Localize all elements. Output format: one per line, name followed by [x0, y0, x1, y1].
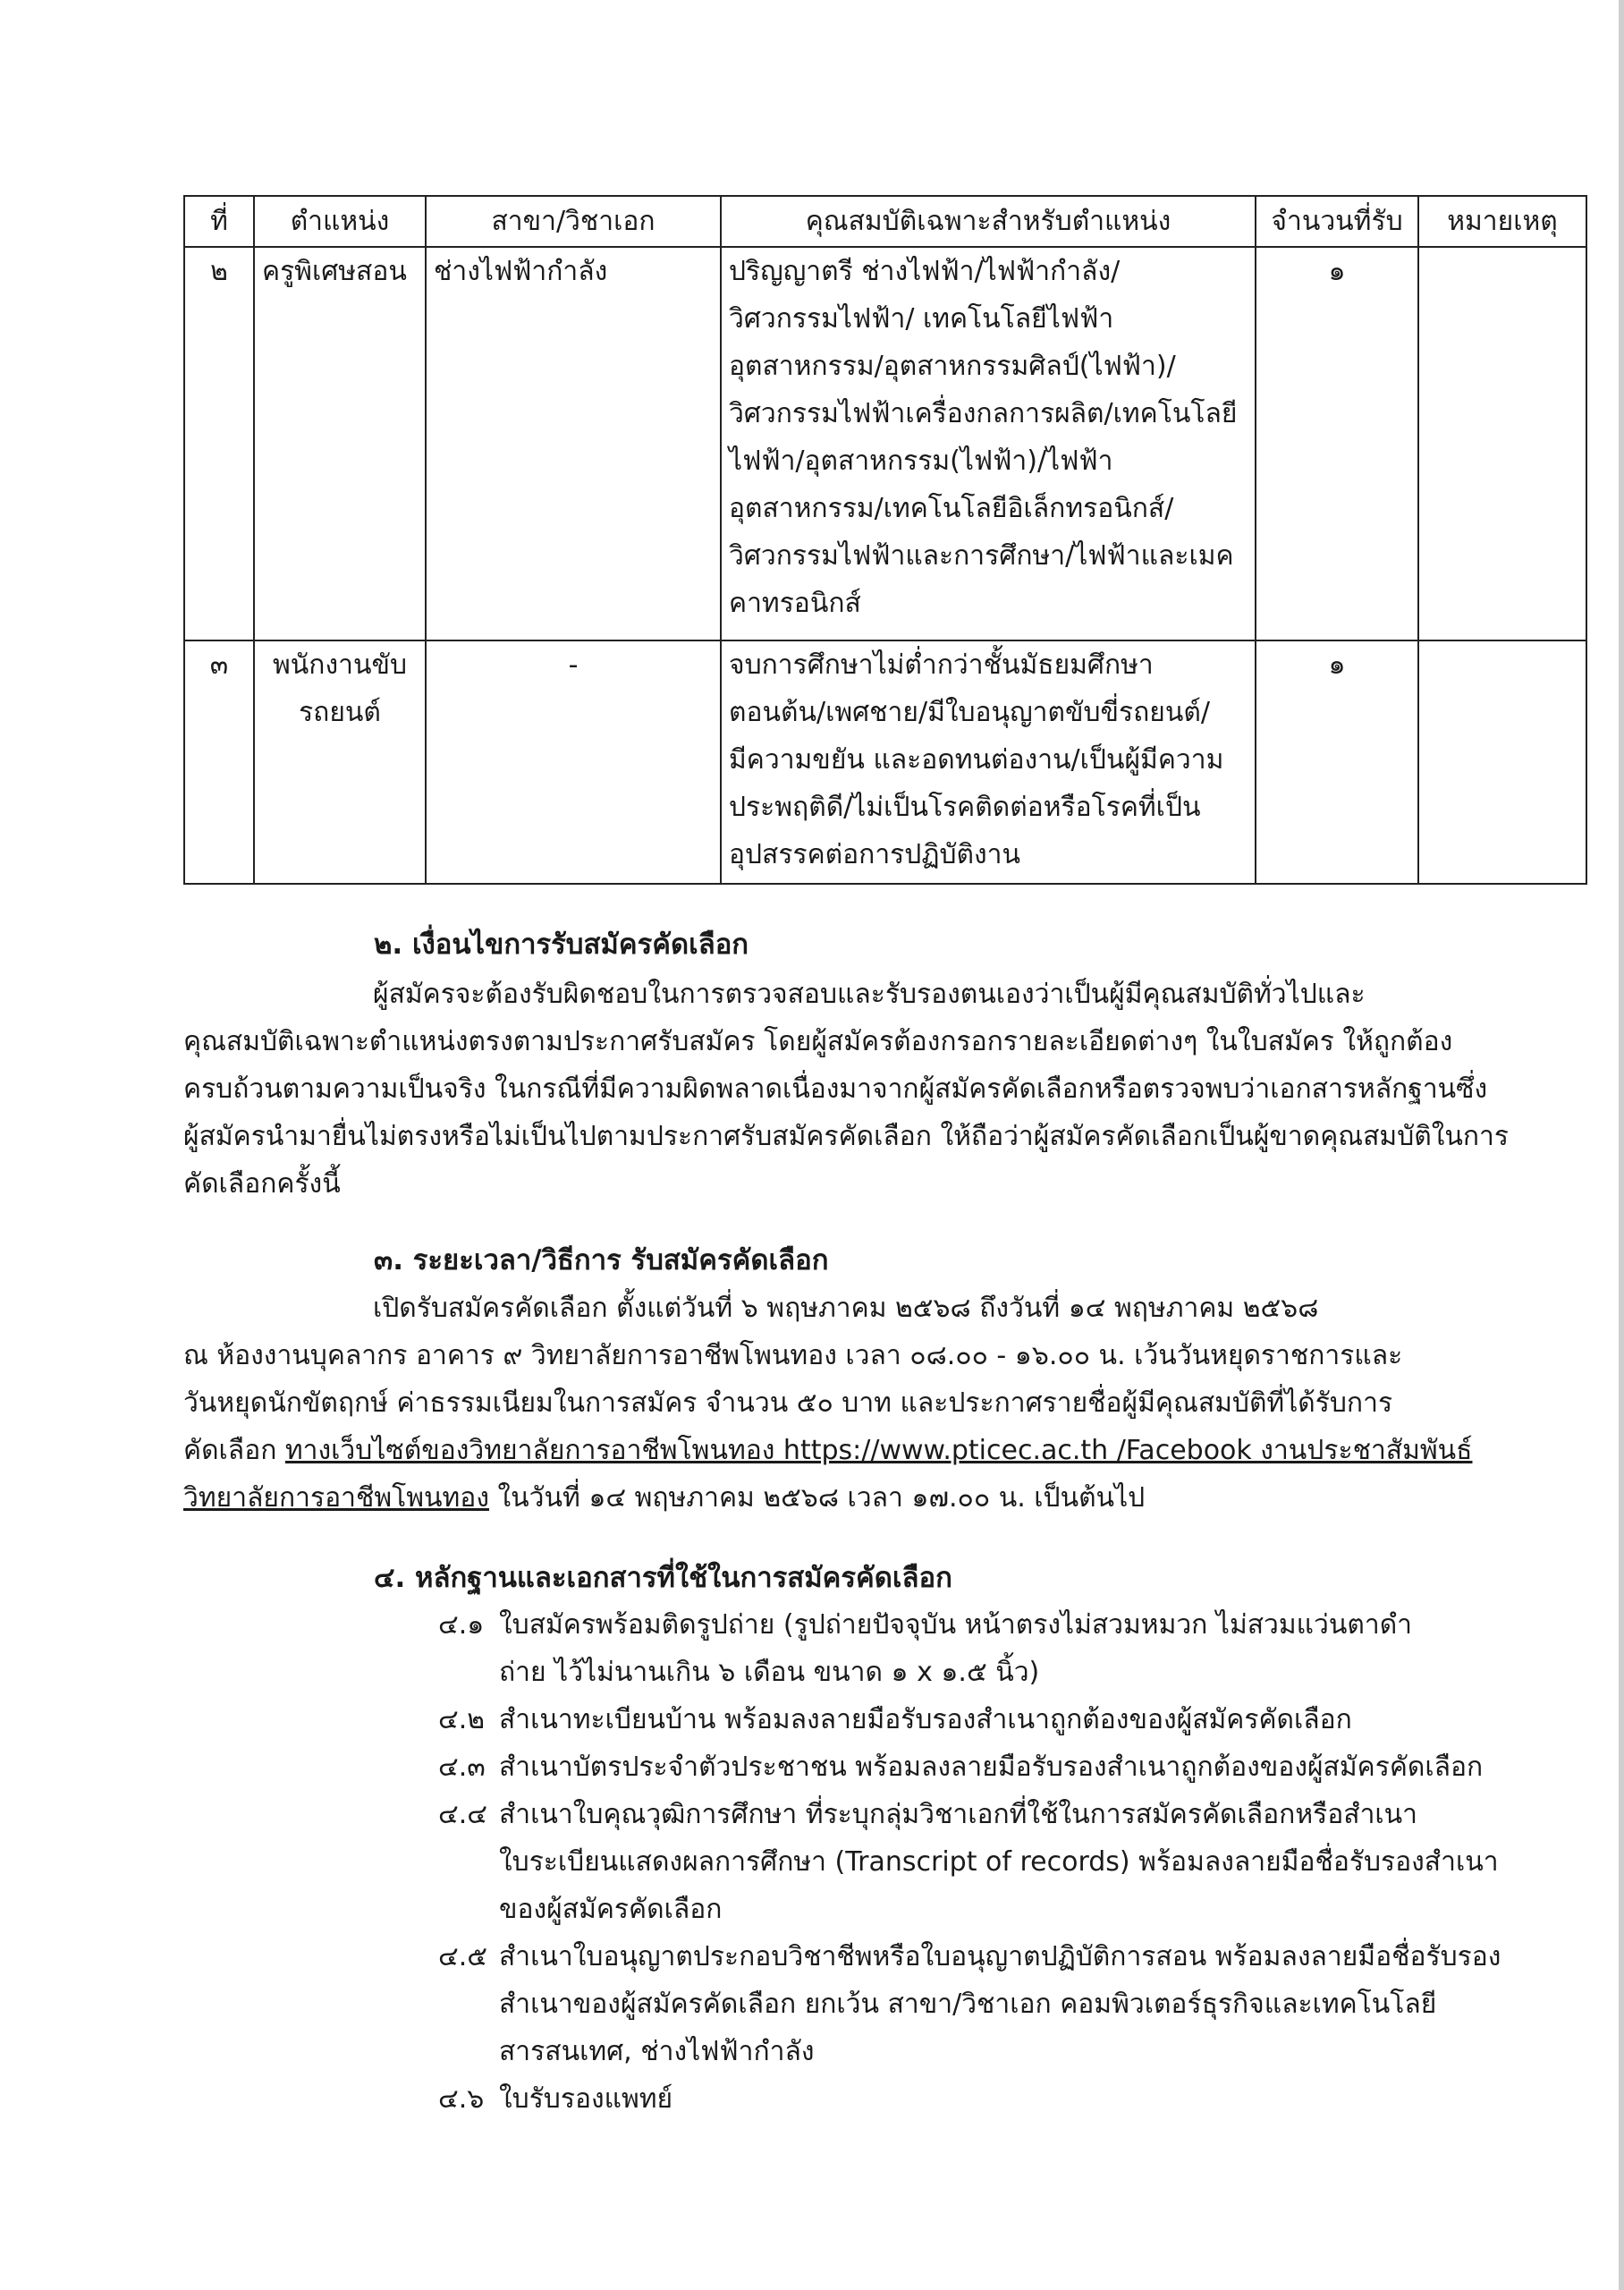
- item-line: สำเนาของผู้สมัครคัดเลือก ยกเว้น สาขา/วิชาเอก คอมพิวเตอร์ธุรกิจและเทคโนโลยี: [499, 1989, 1437, 2020]
- item-line: สำเนาบัตรประจำตัวประชาชน พร้อมลงลายมือรับรองสำเนาถูกต้องของผู้สมัครคัดเลือก: [499, 1751, 1484, 1783]
- paragraph-line: ผู้สมัครนำมายื่นไม่ตรงหรือไม่เป็นไปตามประกาศรับสมัครคัดเลือก ให้ถือว่าผู้สมัครคัดเลือกเป็นผู้ขาดคุณสมบัติในการ: [183, 1121, 1509, 1152]
- list-item: [438, 1791, 1601, 1933]
- paragraph-line: [183, 1427, 1516, 1474]
- item-line: สำเนาใบอนุญาตประกอบวิชาชีพหรือใบอนุญาตปฏิบัติการสอน พร้อมลงลายมือชื่อรับรอง: [499, 1941, 1501, 1972]
- row-qualification: [721, 640, 1256, 884]
- qualification-line: อุตสาหกรรม/อุตสาหกรรมศิลป์(ไฟฟ้า)/: [729, 351, 1176, 382]
- item-number: ๔.๓: [438, 1751, 486, 1783]
- list-item: [438, 2075, 1601, 2123]
- item-line: ใบสมัครพร้อมติดรูปถ่าย (รูปถ่ายปัจจุบัน หน้าตรงไม่สวมหมวก ไม่สวมแว่นตาดำ: [499, 1609, 1413, 1641]
- qualification-line: อุปสรรคต่อการปฏิบัติงาน: [729, 839, 1021, 870]
- qualification-line: คาทรอนิกส์: [729, 588, 861, 619]
- item-line: ใบระเบียนแสดงผลการศึกษา (Transcript of records) พร้อมลงลายมือชื่อรับรองสำเนา: [499, 1846, 1499, 1878]
- scan-edge: [1619, 0, 1624, 2290]
- qualification-line: จบการศึกษาไม่ต่ำกว่าชั้นมัธยมศึกษา: [729, 649, 1154, 681]
- paragraph-line: [183, 1474, 1516, 1522]
- item-line: ถ่าย ไว้ไม่นานเกิน ๖ เดือน ขนาด ๑ x ๑.๕ นิ้ว): [499, 1657, 1040, 1688]
- paragraph-line: คัดเลือกครั้งนี้: [183, 1168, 341, 1200]
- section-3-body: [183, 1285, 1516, 1522]
- item-text: [499, 2075, 672, 2123]
- qualification-line: ตอนต้น/เพศชาย/มีใบอนุญาตขับขี่รถยนต์/: [729, 697, 1210, 728]
- position-line: รถยนต์: [299, 697, 381, 728]
- paragraph-line: ผู้สมัครจะต้องรับผิดชอบในการตรวจสอบและรับรองตนเองว่าเป็นผู้มีคุณสมบัติทั่วไปและ: [373, 979, 1366, 1010]
- header-remark: หมายเหตุ: [1418, 196, 1586, 247]
- position-line: พนักงานขับ: [273, 649, 407, 681]
- item-line: สำเนาทะเบียนบ้าน พร้อมลงลายมือรับรองสำเนาถูกต้องของผู้สมัครคัดเลือก: [499, 1704, 1352, 1735]
- table-header-row: [184, 196, 1586, 247]
- qualification-line: ไฟฟ้า/อุตสาหกรรม(ไฟฟ้า)/ไฟฟ้า: [729, 445, 1113, 477]
- item-number: ๔.๖: [438, 2083, 485, 2115]
- line-prefix: คัดเลือก: [183, 1435, 285, 1466]
- qualification-line: อุตสาหกรรม/เทคโนโลยีอิเล็กทรอนิกส์/: [729, 493, 1174, 524]
- paragraph-line: ครบถ้วนตามความเป็นจริง ในกรณีที่มีความผิดพลาดเนื่องมาจากผู้สมัครคัดเลือกหรือตรวจพบว่าเอกสารหลักฐานซึ่ง: [183, 1073, 1488, 1105]
- row-count: ๑: [1256, 640, 1418, 884]
- list-item: [438, 1743, 1601, 1791]
- section-2-body: [183, 971, 1516, 1208]
- list-item: [438, 1696, 1601, 1743]
- row-qualification: [721, 247, 1256, 640]
- qualification-line: วิศวกรรมไฟฟ้า/ เทคโนโลยีไฟฟ้า: [729, 303, 1114, 335]
- table-row: [184, 640, 1586, 884]
- item-text: [499, 1601, 1412, 1696]
- list-item: [438, 1933, 1601, 2075]
- paragraph-line: คุณสมบัติเฉพาะตำแหน่งตรงตามประกาศรับสมัคร โดยผู้สมัครต้องกรอกรายละเอียดต่างๆ ในใบสมัคร ให้ถูกต้อง: [183, 1026, 1453, 1057]
- row-no: ๓: [184, 640, 254, 884]
- college-link[interactable]: วิทยาลัยการอาชีพโพนทอง: [183, 1482, 489, 1514]
- qualification-line: ประพฤติดี/ไม่เป็นโรคติดต่อหรือโรคที่เป็น: [729, 792, 1201, 823]
- item-text: [499, 1933, 1501, 2075]
- item-text: [499, 1743, 1483, 1791]
- row-major: -: [426, 640, 721, 884]
- qualification-table: [183, 195, 1587, 885]
- header-qualification: คุณสมบัติเฉพาะสำหรับตำแหน่ง: [721, 196, 1256, 247]
- item-line: ของผู้สมัครคัดเลือก: [499, 1894, 723, 1925]
- row-remark: [1418, 247, 1586, 640]
- header-count: จำนวนที่รับ: [1256, 196, 1418, 247]
- document-list: [438, 1601, 1601, 2123]
- list-item: [438, 1601, 1601, 1696]
- paragraph-line: เปิดรับสมัครคัดเลือก ตั้งแต่วันที่ ๖ พฤษภาคม ๒๕๖๘ ถึงวันที่ ๑๔ พฤษภาคม ๒๕๖๘: [373, 1293, 1319, 1324]
- row-position: [254, 640, 426, 884]
- qualification-line: วิศวกรรมไฟฟ้าและการศึกษา/ไฟฟ้าและเมค: [729, 540, 1234, 572]
- qualification-line: วิศวกรรมไฟฟ้าเครื่องกลการผลิต/เทคโนโลยี: [729, 398, 1238, 429]
- qualification-line: ปริญญาตรี ช่างไฟฟ้า/ไฟฟ้ากำลัง/: [729, 256, 1121, 287]
- section-3-heading: ๓. ระยะเวลา/วิธีการ รับสมัครคัดเลือก: [374, 1244, 829, 1276]
- row-remark: [1418, 640, 1586, 884]
- item-number: ๔.๕: [438, 1941, 487, 1972]
- website-link[interactable]: ทางเว็บไซต์ของวิทยาลัยการอาชีพโพนทอง https://www.pticec.ac.th /Facebook งานประชาสัมพันธ์: [284, 1435, 1473, 1466]
- row-count: ๑: [1256, 247, 1418, 640]
- row-position: ครูพิเศษสอน: [254, 247, 426, 640]
- paragraph-line: ณ ห้องงานบุคลากร อาคาร ๙ วิทยาลัยการอาชีพโพนทอง เวลา ๐๘.๐๐ - ๑๖.๐๐ น. เว้นวันหยุดราชการและ: [183, 1340, 1403, 1371]
- row-no: ๒: [184, 247, 254, 640]
- item-line: สารสนเทศ, ช่างไฟฟ้ากำลัง: [499, 2036, 815, 2067]
- item-text: [499, 1791, 1499, 1933]
- item-number: ๔.๑: [438, 1609, 485, 1641]
- qualification-line: มีความขยัน และอดทนต่องาน/เป็นผู้มีความ: [729, 744, 1224, 776]
- row-major: ช่างไฟฟ้ากำลัง: [426, 247, 721, 640]
- section-4-heading: ๔. หลักฐานและเอกสารที่ใช้ในการสมัครคัดเลือก: [374, 1562, 952, 1594]
- header-position: ตำแหน่ง: [254, 196, 426, 247]
- item-line: สำเนาใบคุณวุฒิการศึกษา ที่ระบุกลุ่มวิชาเอกที่ใช้ในการสมัครคัดเลือกหรือสำเนา: [499, 1799, 1418, 1830]
- paragraph-line: วันหยุดนักขัตฤกษ์ ค่าธรรมเนียมในการสมัคร จำนวน ๕๐ บาท และประกาศรายชื่อผู้มีคุณสมบัติที่ได้รับการ: [183, 1387, 1393, 1419]
- item-line: ใบรับรองแพทย์: [499, 2083, 673, 2115]
- item-number: ๔.๒: [438, 1704, 486, 1735]
- item-text: [499, 1696, 1352, 1743]
- table-row: [184, 247, 1586, 640]
- header-major: สาขา/วิชาเอก: [426, 196, 721, 247]
- line-suffix: ในวันที่ ๑๔ พฤษภาคม ๒๕๖๘ เวลา ๑๗.๐๐ น. เป็นต้นไป: [488, 1482, 1146, 1514]
- item-number: ๔.๔: [438, 1799, 487, 1830]
- section-2-heading: ๒. เงื่อนไขการรับสมัครคัดเลือก: [374, 929, 749, 961]
- header-no: ที่: [184, 196, 254, 247]
